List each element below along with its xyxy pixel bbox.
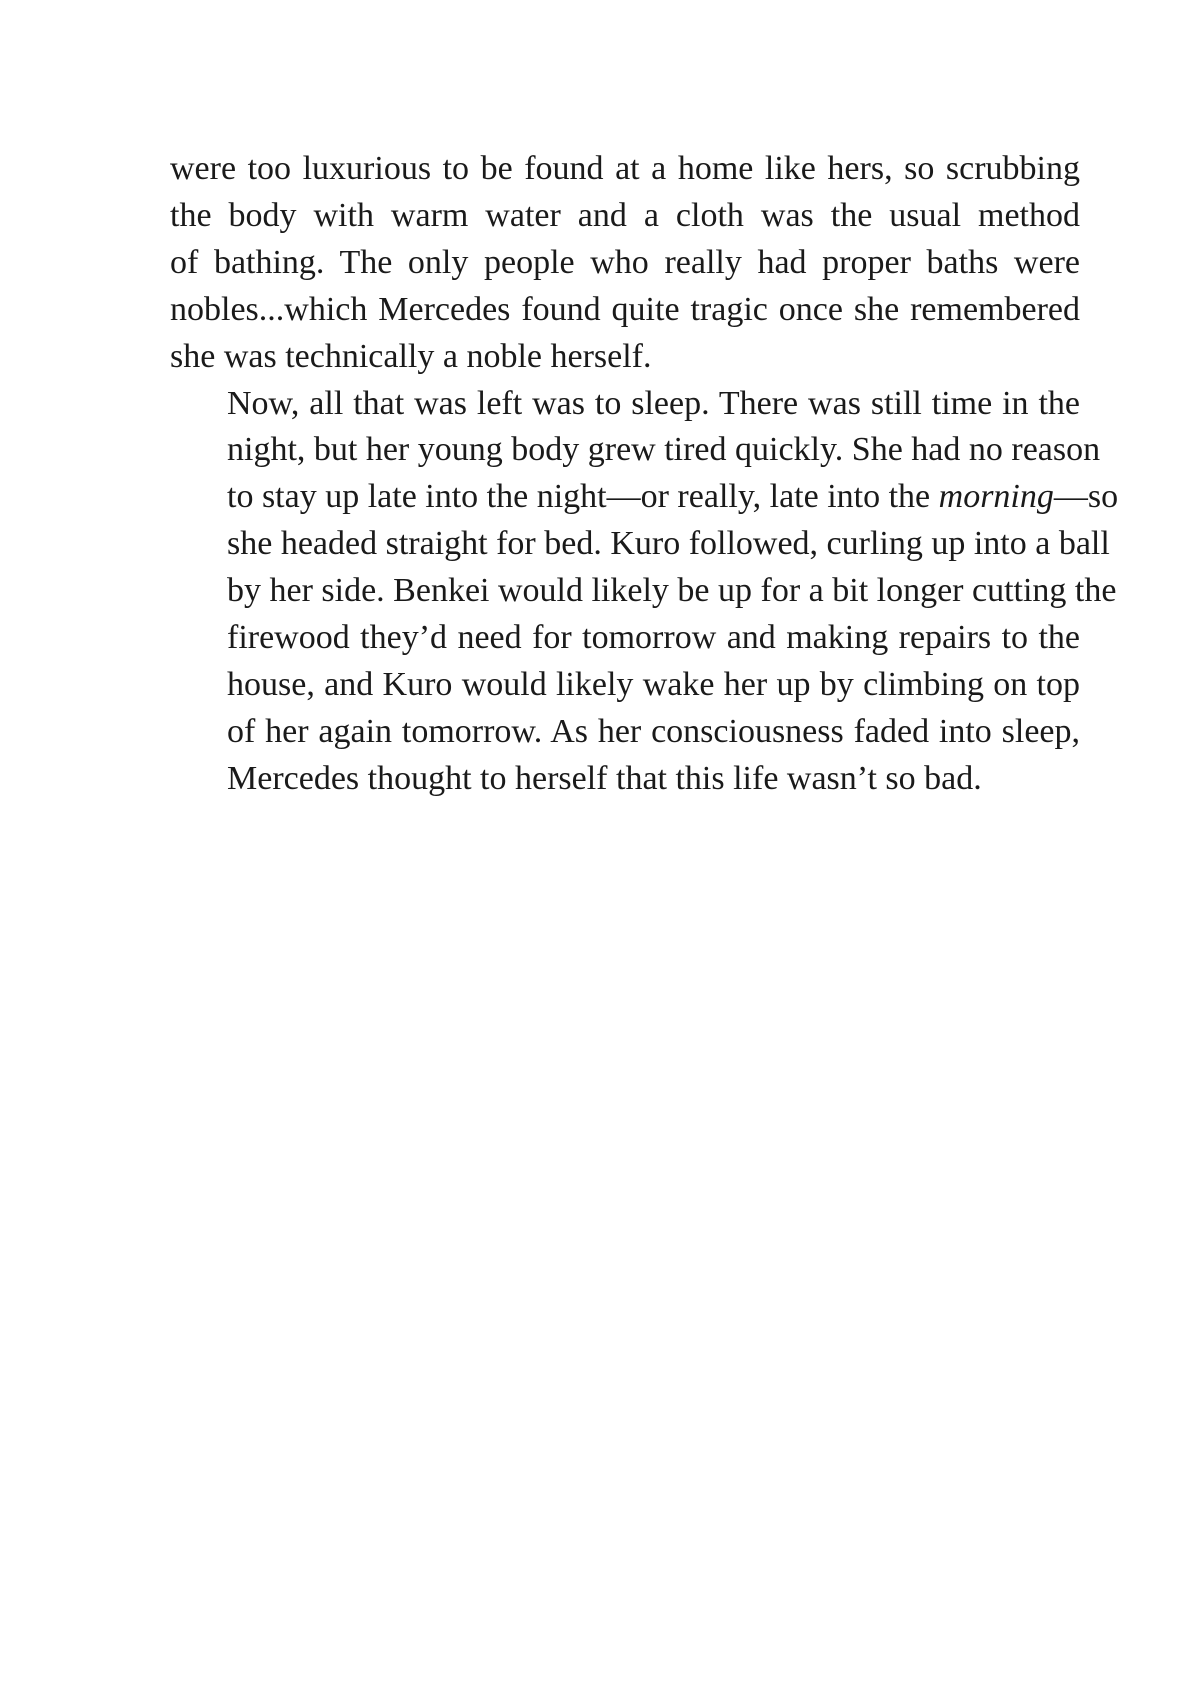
text-line: firewood they’d need for tomorrow and making repairs to the — [227, 619, 1080, 657]
paragraph-1 — [170, 146, 1080, 381]
text-line: Mercedes thought to herself that this life wasn’t so bad. — [227, 759, 982, 797]
text-line: of bathing. The only people who really had proper baths were — [170, 243, 1080, 281]
text-segment: to stay up late into the night—or really, late into the — [227, 478, 939, 516]
text-line: she headed straight for bed. Kuro followed, curling up into a ball — [227, 525, 1110, 563]
text-segment: —so — [1053, 478, 1119, 516]
text-line: by her side. Benkei would likely be up for a bit longer cutting the — [227, 572, 1117, 610]
text-line: of her again tomorrow. As her consciousness faded into sleep, — [227, 712, 1080, 750]
text-line: the body with warm water and a cloth was the usual method — [170, 196, 1080, 234]
text-line-with-italic — [170, 474, 1119, 521]
text-line: were too luxurious to be found at a home like hers, so scrubbing — [170, 150, 1080, 187]
text-line: she was technically a noble herself. — [170, 337, 652, 375]
paragraph-2 — [170, 381, 1119, 803]
text-line: Now, all that was left was to sleep. There was still time in the — [227, 384, 1080, 422]
text-line: night, but her young body grew tired quickly. She had no reason — [227, 431, 1101, 469]
italic-word: morning — [938, 478, 1054, 516]
text-line: house, and Kuro would likely wake her up by climbing on top — [227, 665, 1080, 703]
text-line: nobles...which Mercedes found quite tragic once she remembered — [170, 290, 1080, 328]
body-text — [170, 146, 1119, 803]
